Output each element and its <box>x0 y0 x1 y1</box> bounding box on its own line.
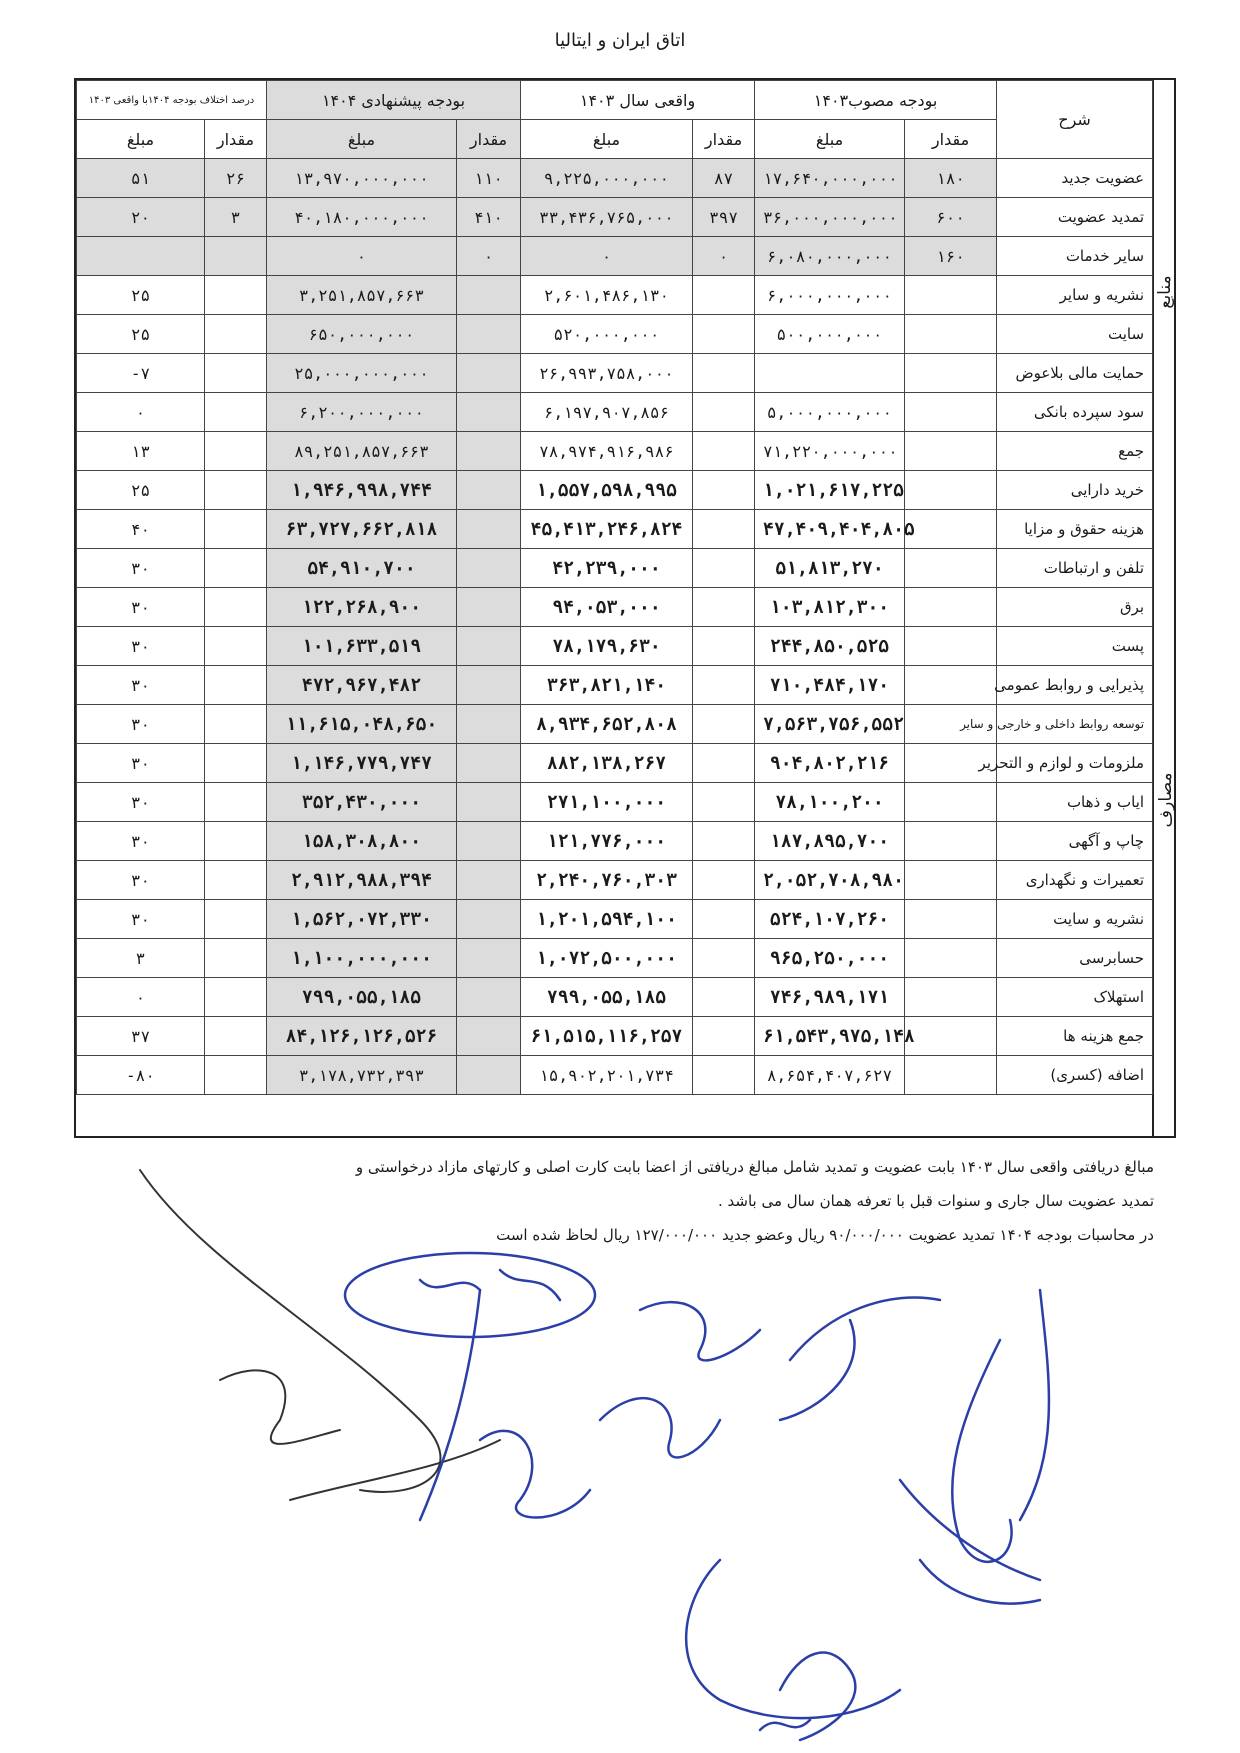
table-row <box>77 549 1153 588</box>
diff-qty-cell <box>205 822 267 861</box>
approved-qty-cell <box>905 1056 997 1095</box>
header-row-groups <box>77 81 1153 120</box>
approved-qty-cell <box>905 939 997 978</box>
proposed-qty-cell <box>457 861 521 900</box>
diff-amount-cell: ۳۰ <box>77 627 205 666</box>
signature-stroke <box>345 1253 595 1337</box>
proposed-qty-cell <box>457 1017 521 1056</box>
approved-qty-cell <box>905 861 997 900</box>
proposed-qty-cell <box>457 471 521 510</box>
approved-amount-cell: ۶,۰۸۰,۰۰۰,۰۰۰ <box>755 237 905 276</box>
approved-amount-cell: ۷۴۶,۹۸۹,۱۷۱ <box>755 978 905 1017</box>
diff-qty-cell <box>205 783 267 822</box>
header-qty: مقدار <box>457 120 521 159</box>
approved-qty-cell <box>905 822 997 861</box>
row-description: پذیرایی و روابط عمومی <box>997 666 1153 705</box>
row-description: سود سپرده بانکی <box>997 393 1153 432</box>
row-description: چاپ و آگهی <box>997 822 1153 861</box>
diff-qty-cell <box>205 393 267 432</box>
table-row <box>77 276 1153 315</box>
proposed-qty-cell <box>457 393 521 432</box>
actual-amount-cell: ۲,۲۴۰,۷۶۰,۳۰۳ <box>521 861 693 900</box>
table-row <box>77 627 1153 666</box>
approved-amount-cell: ۱,۰۲۱,۶۱۷,۲۲۵ <box>755 471 905 510</box>
actual-amount-cell: ۶,۱۹۷,۹۰۷,۸۵۶ <box>521 393 693 432</box>
header-desc: شرح <box>997 81 1153 159</box>
diff-qty-cell <box>205 1056 267 1095</box>
signature-stroke <box>900 1480 1040 1604</box>
approved-qty-cell: ۱۶۰ <box>905 237 997 276</box>
approved-qty-cell <box>905 471 997 510</box>
signature-stroke <box>760 1720 810 1730</box>
approved-qty-cell <box>905 549 997 588</box>
diff-amount-cell: ۳۰ <box>77 900 205 939</box>
signature-stroke <box>420 1270 560 1300</box>
proposed-amount-cell: ۵۴,۹۱۰,۷۰۰ <box>267 549 457 588</box>
row-description: تمدید عضویت <box>997 198 1153 237</box>
actual-amount-cell: ۷۸,۱۷۹,۶۳۰ <box>521 627 693 666</box>
table-row <box>77 900 1153 939</box>
row-description: هزینه حقوق و مزایا <box>997 510 1153 549</box>
actual-amount-cell: ۷۹۹,۰۵۵,۱۸۵ <box>521 978 693 1017</box>
diff-qty-cell <box>205 471 267 510</box>
row-description: خرید دارایی <box>997 471 1153 510</box>
signature-stroke <box>600 1398 720 1457</box>
table-row <box>77 744 1153 783</box>
actual-amount-cell: ۸,۹۳۴,۶۵۲,۸۰۸ <box>521 705 693 744</box>
actual-amount-cell: ۷۸,۹۷۴,۹۱۶,۹۸۶ <box>521 432 693 471</box>
table-row <box>77 1017 1153 1056</box>
diff-amount-cell: -۷ <box>77 354 205 393</box>
budget-table <box>76 80 1153 1095</box>
header-qty: مقدار <box>905 120 997 159</box>
section-label-column <box>1154 78 1176 1138</box>
table-row <box>77 510 1153 549</box>
approved-amount-cell: ۷۱۰,۴۸۴,۱۷۰ <box>755 666 905 705</box>
proposed-qty-cell <box>457 588 521 627</box>
table-row <box>77 1056 1153 1095</box>
proposed-amount-cell: ۱,۱۰۰,۰۰۰,۰۰۰ <box>267 939 457 978</box>
actual-amount-cell: ۱۲۱,۷۷۶,۰۰۰ <box>521 822 693 861</box>
proposed-qty-cell <box>457 276 521 315</box>
proposed-qty-cell <box>457 432 521 471</box>
proposed-qty-cell: ۰ <box>457 237 521 276</box>
approved-qty-cell: ۶۰۰ <box>905 198 997 237</box>
row-description: سایر خدمات <box>997 237 1153 276</box>
header-qty: مقدار <box>205 120 267 159</box>
diff-qty-cell <box>205 1017 267 1056</box>
approved-amount-cell: ۱۰۳,۸۱۲,۳۰۰ <box>755 588 905 627</box>
approved-qty-cell <box>905 783 997 822</box>
signature-stroke <box>780 1653 855 1740</box>
actual-qty-cell <box>693 549 755 588</box>
actual-qty-cell: ۰ <box>693 237 755 276</box>
diff-amount-cell: ۲۰ <box>77 198 205 237</box>
note-line-1: مبالغ دریافتی واقعی سال ۱۴۰۳ بابت عضویت و تمدید شامل مبالغ دریافتی از اعضا بابت کارت اصلی و کارتهای مازاد درخواستی و <box>355 1158 1154 1176</box>
header-amount: مبلغ <box>521 120 693 159</box>
table-row <box>77 432 1153 471</box>
approved-amount-cell: ۵,۰۰۰,۰۰۰,۰۰۰ <box>755 393 905 432</box>
approved-qty-cell <box>905 432 997 471</box>
proposed-amount-cell: ۱,۹۴۶,۹۹۸,۷۴۴ <box>267 471 457 510</box>
diff-amount-cell: ۴۰ <box>77 510 205 549</box>
note-line-3: در محاسبات بودجه ۱۴۰۴ تمدید عضویت ۹۰/۰۰۰/۰۰۰ ریال وعضو جدید ۱۲۷/۰۰۰/۰۰۰ ریال لحاظ شده است <box>496 1226 1154 1244</box>
diff-amount-cell: ۲۵ <box>77 315 205 354</box>
signature-stroke <box>480 1431 590 1518</box>
approved-qty-cell: ۱۸۰ <box>905 159 997 198</box>
proposed-amount-cell: ۸۴,۱۲۶,۱۲۶,۵۲۶ <box>267 1017 457 1056</box>
proposed-amount-cell: ۶۳,۷۲۷,۶۶۲,۸۱۸ <box>267 510 457 549</box>
actual-amount-cell: ۱,۰۷۲,۵۰۰,۰۰۰ <box>521 939 693 978</box>
signature-stroke <box>290 1440 500 1500</box>
actual-amount-cell: ۱,۲۰۱,۵۹۴,۱۰۰ <box>521 900 693 939</box>
actual-qty-cell <box>693 861 755 900</box>
proposed-qty-cell <box>457 666 521 705</box>
approved-amount-cell: ۲,۰۵۲,۷۰۸,۹۸۰ <box>755 861 905 900</box>
actual-qty-cell <box>693 1056 755 1095</box>
actual-qty-cell <box>693 588 755 627</box>
proposed-qty-cell <box>457 315 521 354</box>
approved-qty-cell <box>905 900 997 939</box>
proposed-qty-cell <box>457 822 521 861</box>
diff-qty-cell: ۲۶ <box>205 159 267 198</box>
approved-amount-cell: ۶۱,۵۴۳,۹۷۵,۱۴۸ <box>755 1017 905 1056</box>
approved-amount-cell: ۵۲۴,۱۰۷,۲۶۰ <box>755 900 905 939</box>
approved-amount-cell: ۱۷,۶۴۰,۰۰۰,۰۰۰ <box>755 159 905 198</box>
actual-amount-cell: ۶۱,۵۱۵,۱۱۶,۲۵۷ <box>521 1017 693 1056</box>
approved-amount-cell: ۲۴۴,۸۵۰,۵۲۵ <box>755 627 905 666</box>
approved-amount-cell: ۹۰۴,۸۰۲,۲۱۶ <box>755 744 905 783</box>
proposed-qty-cell <box>457 744 521 783</box>
proposed-qty-cell <box>457 549 521 588</box>
approved-qty-cell <box>905 1017 997 1056</box>
actual-qty-cell <box>693 744 755 783</box>
row-description: ملزومات و لوازم و التحریر <box>997 744 1153 783</box>
approved-amount-cell: ۴۷,۴۰۹,۴۰۴,۸۰۵ <box>755 510 905 549</box>
actual-qty-cell <box>693 432 755 471</box>
proposed-amount-cell: ۳,۲۵۱,۸۵۷,۶۶۳ <box>267 276 457 315</box>
actual-qty-cell <box>693 627 755 666</box>
proposed-amount-cell: ۸۹,۲۵۱,۸۵۷,۶۶۳ <box>267 432 457 471</box>
header-actual-1403: واقعی سال ۱۴۰۳ <box>521 81 755 120</box>
diff-amount-cell: ۳۰ <box>77 744 205 783</box>
diff-amount-cell: ۳۷ <box>77 1017 205 1056</box>
diff-qty-cell <box>205 237 267 276</box>
proposed-qty-cell <box>457 354 521 393</box>
actual-qty-cell <box>693 1017 755 1056</box>
diff-amount-cell: ۳۰ <box>77 783 205 822</box>
row-description: استهلاک <box>997 978 1153 1017</box>
diff-qty-cell <box>205 588 267 627</box>
header-amount: مبلغ <box>267 120 457 159</box>
actual-amount-cell: ۴۲,۲۳۹,۰۰۰ <box>521 549 693 588</box>
table-row <box>77 978 1153 1017</box>
proposed-amount-cell: ۴۷۲,۹۶۷,۴۸۲ <box>267 666 457 705</box>
proposed-qty-cell: ۴۱۰ <box>457 198 521 237</box>
actual-qty-cell <box>693 978 755 1017</box>
proposed-qty-cell <box>457 1056 521 1095</box>
diff-qty-cell <box>205 705 267 744</box>
actual-qty-cell <box>693 315 755 354</box>
actual-amount-cell: ۵۲۰,۰۰۰,۰۰۰ <box>521 315 693 354</box>
approved-qty-cell <box>905 510 997 549</box>
diff-amount-cell: ۰ <box>77 393 205 432</box>
table-body <box>77 159 1153 1095</box>
actual-amount-cell: ۰ <box>521 237 693 276</box>
proposed-amount-cell: ۱,۵۶۲,۰۷۲,۳۳۰ <box>267 900 457 939</box>
actual-qty-cell <box>693 666 755 705</box>
diff-qty-cell <box>205 978 267 1017</box>
diff-amount-cell: ۱۳ <box>77 432 205 471</box>
header-approved-1403: بودجه مصوب۱۴۰۳ <box>755 81 997 120</box>
actual-qty-cell: ۸۷ <box>693 159 755 198</box>
diff-amount-cell: ۳۰ <box>77 705 205 744</box>
header-diff: درصد اختلاف بودجه ۱۴۰۴با واقعی ۱۴۰۳ <box>77 81 267 120</box>
row-description: جمع <box>997 432 1153 471</box>
approved-amount-cell <box>755 354 905 393</box>
approved-qty-cell <box>905 276 997 315</box>
table-row <box>77 705 1153 744</box>
actual-qty-cell: ۳۹۷ <box>693 198 755 237</box>
diff-qty-cell <box>205 939 267 978</box>
diff-amount-cell: ۳ <box>77 939 205 978</box>
actual-qty-cell <box>693 510 755 549</box>
table-row <box>77 354 1153 393</box>
approved-qty-cell <box>905 588 997 627</box>
actual-qty-cell <box>693 822 755 861</box>
table-row <box>77 783 1153 822</box>
row-description: حمایت مالی بلاعوض <box>997 354 1153 393</box>
proposed-amount-cell: ۲,۹۱۲,۹۸۸,۳۹۴ <box>267 861 457 900</box>
diff-qty-cell <box>205 432 267 471</box>
diff-amount-cell: ۳۰ <box>77 549 205 588</box>
table-row <box>77 393 1153 432</box>
document-title: اتاق ایران و ایتالیا <box>554 30 686 51</box>
proposed-amount-cell: ۶,۲۰۰,۰۰۰,۰۰۰ <box>267 393 457 432</box>
proposed-amount-cell: ۱۳,۹۷۰,۰۰۰,۰۰۰ <box>267 159 457 198</box>
proposed-qty-cell <box>457 705 521 744</box>
proposed-amount-cell: ۳۵۲,۴۳۰,۰۰۰ <box>267 783 457 822</box>
actual-qty-cell <box>693 705 755 744</box>
row-description: نشریه و سایت <box>997 900 1153 939</box>
approved-amount-cell: ۶,۰۰۰,۰۰۰,۰۰۰ <box>755 276 905 315</box>
proposed-qty-cell <box>457 978 521 1017</box>
section-label-expenses: مصارف <box>1156 772 1176 828</box>
proposed-amount-cell: ۶۵۰,۰۰۰,۰۰۰ <box>267 315 457 354</box>
proposed-amount-cell: ۱۰۱,۶۳۳,۵۱۹ <box>267 627 457 666</box>
diff-qty-cell <box>205 627 267 666</box>
table-row <box>77 588 1153 627</box>
proposed-amount-cell: ۱,۱۴۶,۷۷۹,۷۴۷ <box>267 744 457 783</box>
actual-qty-cell <box>693 393 755 432</box>
row-description: عضویت جدید <box>997 159 1153 198</box>
proposed-qty-cell: ۱۱۰ <box>457 159 521 198</box>
header-amount: مبلغ <box>755 120 905 159</box>
row-description: سایت <box>997 315 1153 354</box>
diff-qty-cell <box>205 900 267 939</box>
table-row <box>77 666 1153 705</box>
proposed-qty-cell <box>457 900 521 939</box>
row-description: ایاب و ذهاب <box>997 783 1153 822</box>
diff-amount-cell: ۳۰ <box>77 588 205 627</box>
proposed-qty-cell <box>457 627 521 666</box>
approved-qty-cell <box>905 354 997 393</box>
proposed-amount-cell: ۱۵۸,۳۰۸,۸۰۰ <box>267 822 457 861</box>
actual-amount-cell: ۲۷۱,۱۰۰,۰۰۰ <box>521 783 693 822</box>
actual-amount-cell: ۲۶,۹۹۳,۷۵۸,۰۰۰ <box>521 354 693 393</box>
row-description: نشریه و سایر <box>997 276 1153 315</box>
approved-amount-cell: ۹۶۵,۲۵۰,۰۰۰ <box>755 939 905 978</box>
proposed-amount-cell: ۴۰,۱۸۰,۰۰۰,۰۰۰ <box>267 198 457 237</box>
signature-stroke <box>686 1560 900 1718</box>
row-description: جمع هزینه ها <box>997 1017 1153 1056</box>
header-qty: مقدار <box>693 120 755 159</box>
signature-stroke <box>420 1290 480 1520</box>
table-row <box>77 939 1153 978</box>
diff-qty-cell <box>205 276 267 315</box>
note-line-2: تمدید عضویت سال جاری و سنوات قبل با تعرفه همان سال می باشد . <box>717 1192 1154 1210</box>
diff-amount-cell: ۳۰ <box>77 666 205 705</box>
actual-amount-cell: ۳۶۳,۸۲۱,۱۴۰ <box>521 666 693 705</box>
proposed-qty-cell <box>457 510 521 549</box>
proposed-qty-cell <box>457 783 521 822</box>
header-row-sub <box>77 120 1153 159</box>
proposed-amount-cell: ۷۹۹,۰۵۵,۱۸۵ <box>267 978 457 1017</box>
approved-qty-cell <box>905 393 997 432</box>
approved-amount-cell: ۵۰۰,۰۰۰,۰۰۰ <box>755 315 905 354</box>
row-description: توسعه روابط داخلی و خارجی و سایر <box>997 705 1153 744</box>
approved-amount-cell: ۵۱,۸۱۳,۲۷۰ <box>755 549 905 588</box>
proposed-amount-cell: ۳,۱۷۸,۷۳۲,۳۹۳ <box>267 1056 457 1095</box>
signature-stroke <box>220 1370 340 1444</box>
signature-stroke <box>640 1302 760 1360</box>
actual-qty-cell <box>693 783 755 822</box>
table-row <box>77 315 1153 354</box>
proposed-amount-cell: ۱۲۲,۲۶۸,۹۰۰ <box>267 588 457 627</box>
signature-stroke <box>952 1340 1011 1562</box>
actual-amount-cell: ۲,۶۰۱,۴۸۶,۱۳۰ <box>521 276 693 315</box>
table-row <box>77 471 1153 510</box>
approved-qty-cell <box>905 627 997 666</box>
row-description: پست <box>997 627 1153 666</box>
approved-amount-cell: ۷۱,۲۲۰,۰۰۰,۰۰۰ <box>755 432 905 471</box>
actual-amount-cell: ۳۳,۴۳۶,۷۶۵,۰۰۰ <box>521 198 693 237</box>
section-label-resources: منابع <box>1155 275 1175 309</box>
actual-amount-cell: ۸۸۲,۱۳۸,۲۶۷ <box>521 744 693 783</box>
approved-amount-cell: ۷۸,۱۰۰,۲۰۰ <box>755 783 905 822</box>
signature-stroke <box>780 1298 940 1421</box>
table-row <box>77 198 1153 237</box>
actual-amount-cell: ۹,۲۲۵,۰۰۰,۰۰۰ <box>521 159 693 198</box>
diff-qty-cell <box>205 315 267 354</box>
row-description: حسابرسی <box>997 939 1153 978</box>
proposed-amount-cell: ۱۱,۶۱۵,۰۴۸,۶۵۰ <box>267 705 457 744</box>
approved-qty-cell <box>905 666 997 705</box>
diff-qty-cell <box>205 510 267 549</box>
header-proposed-1404: بودجه پیشنهادی ۱۴۰۴ <box>267 81 521 120</box>
header-amount: مبلغ <box>77 120 205 159</box>
approved-qty-cell <box>905 315 997 354</box>
approved-amount-cell: ۳۶,۰۰۰,۰۰۰,۰۰۰ <box>755 198 905 237</box>
row-description: برق <box>997 588 1153 627</box>
diff-amount-cell: ۲۵ <box>77 471 205 510</box>
diff-qty-cell <box>205 861 267 900</box>
table-row <box>77 159 1153 198</box>
actual-amount-cell: ۱,۵۵۷,۵۹۸,۹۹۵ <box>521 471 693 510</box>
diff-amount-cell: -۸۰ <box>77 1056 205 1095</box>
diff-amount-cell: ۰ <box>77 978 205 1017</box>
diff-amount-cell: ۳۰ <box>77 861 205 900</box>
actual-qty-cell <box>693 900 755 939</box>
proposed-amount-cell: ۲۵,۰۰۰,۰۰۰,۰۰۰ <box>267 354 457 393</box>
row-description: تعمیرات و نگهداری <box>997 861 1153 900</box>
table-row <box>77 822 1153 861</box>
diff-qty-cell <box>205 744 267 783</box>
row-description: تلفن و ارتباطات <box>997 549 1153 588</box>
approved-amount-cell: ۷,۵۶۳,۷۵۶,۵۵۲ <box>755 705 905 744</box>
actual-qty-cell <box>693 354 755 393</box>
diff-amount-cell: ۲۵ <box>77 276 205 315</box>
approved-amount-cell: ۱۸۷,۸۹۵,۷۰۰ <box>755 822 905 861</box>
table-row <box>77 237 1153 276</box>
proposed-qty-cell <box>457 939 521 978</box>
approved-amount-cell: ۸,۶۵۴,۴۰۷,۶۲۷ <box>755 1056 905 1095</box>
row-description: اضافه (کسری) <box>997 1056 1153 1095</box>
actual-amount-cell: ۴۵,۴۱۳,۲۴۶,۸۲۴ <box>521 510 693 549</box>
diff-amount-cell: ۳۰ <box>77 822 205 861</box>
diff-amount-cell: ۵۱ <box>77 159 205 198</box>
actual-qty-cell <box>693 471 755 510</box>
approved-qty-cell <box>905 978 997 1017</box>
table-row <box>77 861 1153 900</box>
diff-qty-cell <box>205 549 267 588</box>
notes-block <box>154 1150 1154 1252</box>
diff-amount-cell <box>77 237 205 276</box>
actual-amount-cell: ۱۵,۹۰۲,۲۰۱,۷۳۴ <box>521 1056 693 1095</box>
actual-amount-cell: ۹۴,۰۵۳,۰۰۰ <box>521 588 693 627</box>
actual-qty-cell <box>693 939 755 978</box>
proposed-amount-cell: ۰ <box>267 237 457 276</box>
actual-qty-cell <box>693 276 755 315</box>
signature-stroke <box>1020 1290 1049 1520</box>
diff-qty-cell: ۳ <box>205 198 267 237</box>
diff-qty-cell <box>205 354 267 393</box>
diff-qty-cell <box>205 666 267 705</box>
